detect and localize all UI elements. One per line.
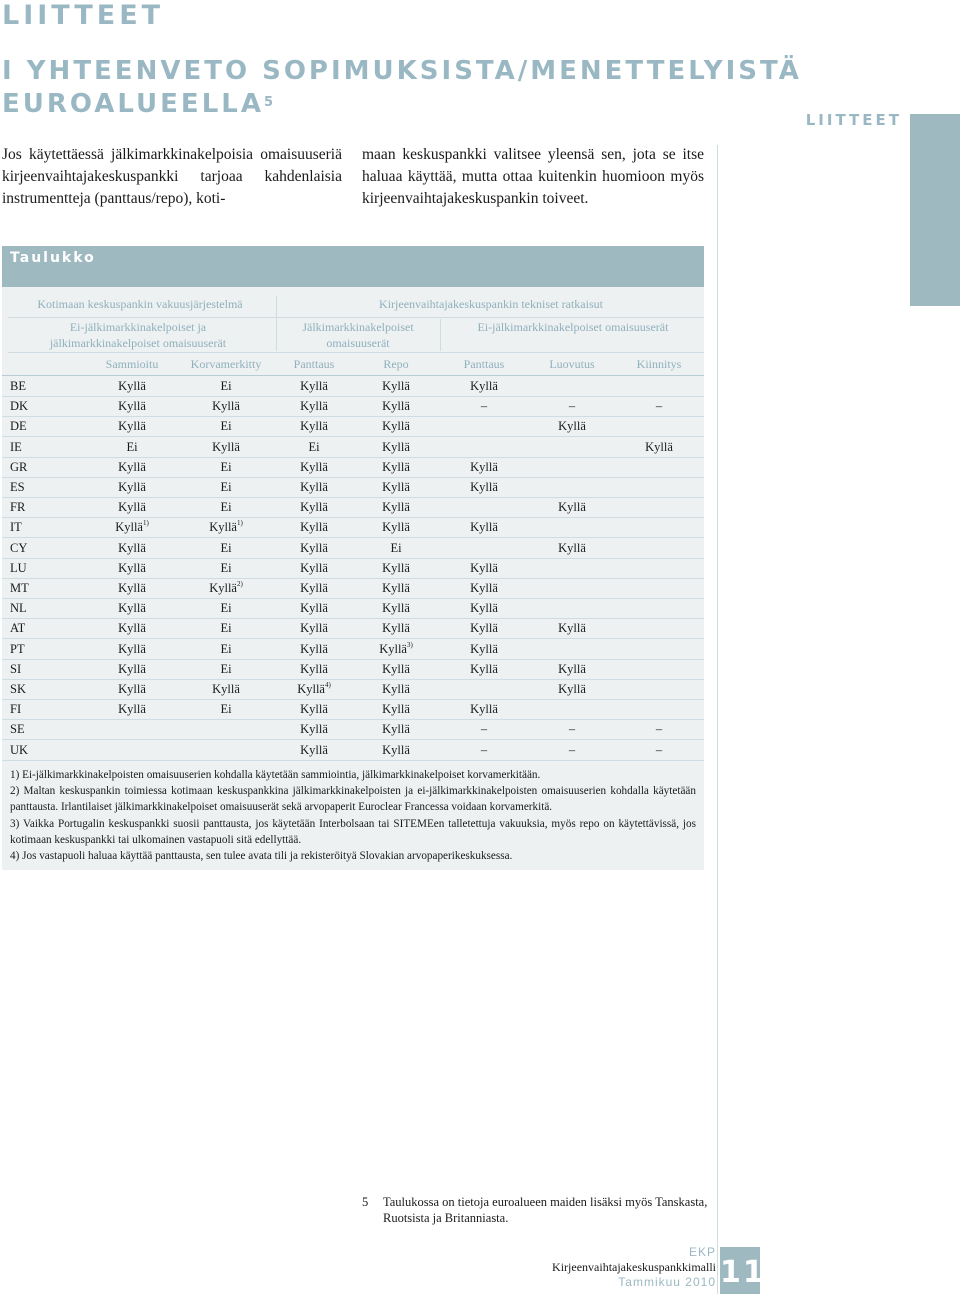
table-note: 4) Jos vastapuoli haluaa käyttää panttausta, sen tulee avata tili ja rekisteröityä Slovakian arvopaperikeskuksessa. [10,850,513,863]
table-cell [351,743,441,758]
column-divider [717,145,718,1294]
table-cell-value: Ei [220,480,232,494]
table-cell-value: Ei [220,661,232,676]
table-cell-value: Kyllä [470,621,498,636]
table-row [2,659,704,680]
table-cell-value: Kyllä [558,661,586,676]
table-cell [351,601,441,616]
table-cell-value: Kyllä [297,682,325,696]
table-sub-header-marketable: Jälkimarkkinakelpoiset omaisuuserät [302,320,414,350]
table-cell [439,399,529,414]
table-cell-value: Kyllä [382,379,410,393]
table-cell [181,520,271,535]
table-cell-value: Kyllä [382,439,410,454]
table-cell [439,460,529,475]
table-cell [181,399,271,414]
table-cell [87,601,177,616]
table-row [2,719,704,740]
table-cell-value: Kyllä [118,480,146,494]
table-cell-value: Kyllä [382,459,410,474]
table-column-header: Panttaus [463,357,505,371]
table-cell [181,561,271,576]
table-cell [439,722,529,737]
table-cell-value: Kyllä [300,399,328,414]
table-cell [181,500,271,515]
table-cell-value: Kyllä [118,560,146,575]
table-cell [439,621,529,636]
table-row [2,598,704,619]
table-cell [439,702,529,717]
table-cell [614,722,704,737]
table-cell-country: SK [10,682,26,696]
table-column-header: Korvamerkitty [190,357,262,371]
table-cell-value: Ei [220,379,232,393]
table-cell [87,621,177,636]
table-cell-country: UK [10,742,29,757]
table-cell-value: Ei [220,500,232,515]
table-cell-value: Kyllä [470,459,498,474]
table-cell-value: Kyllä [382,399,410,414]
table-group-header-correspondent: Kirjeenvaihtajakeskuspankin tekniset ratkaisut [379,297,603,311]
table-cell-country: DE [10,419,27,434]
table-row [2,578,704,599]
table-cell [87,581,177,596]
table-cell [439,581,529,596]
table-cell-value: Kyllä [470,601,498,616]
table-cell-value: Kyllä [470,661,498,676]
table-cell [614,399,704,414]
table-cell-value: Kyllä [558,500,586,515]
table-column-header: Repo [383,357,409,371]
table-divider [8,317,704,318]
table-cell [351,500,441,515]
table-note: 1) Ei-jälkimarkkinakelpoisten omaisuuserien kohdalla käytetään sammiointia, jälkimarkkinakelpoiset korvamerkitään. [10,769,541,781]
table-cell-value: Kyllä [382,500,410,515]
table-cell [439,601,529,616]
table-cell-value: Kyllä [118,601,146,616]
table-row [2,699,704,720]
table-row [2,396,704,417]
table-cell [269,642,359,657]
table-cell [181,480,271,495]
table-cell-value: Kyllä [645,439,673,454]
table-sub-header-non-marketable: Ei-jälkimarkkinakelpoiset omaisuuserät [477,320,669,334]
table-cell-country: BE [10,379,26,393]
table-cell [181,541,271,556]
table-cell [87,520,177,535]
table-cell [527,743,617,758]
table-row [2,538,704,559]
table-row [2,558,704,579]
table-cell-value: Kyllä [558,682,586,696]
table-cell [87,702,177,717]
table-cell-value: – [480,399,488,414]
intro-paragraph-col2: maan keskuspankki valitsee yleensä sen, jota se itse haluaa käyttää, mutta ottaa kuitenkin huomioon myös kirjeenvaihtajakeskuspankin toiveet. [362,146,704,207]
table-column-header: Luovutus [549,357,595,371]
table-cell [269,379,359,394]
table-cell-value: Kyllä [118,459,146,474]
table-cell [351,460,441,475]
table-cell-value: Kyllä [300,601,328,616]
table-cell-value: Kyllä [382,560,410,575]
table-cell-value: Ei [390,540,402,555]
table-cell [351,379,441,394]
table-row [2,618,704,639]
table-cell-value: Ei [220,560,232,575]
table-cell [87,480,177,495]
table-cell-value: Kyllä [118,419,146,434]
table-cell [87,460,177,475]
table-cell-note-ref: 1) [142,519,149,528]
table-cell-value: Kyllä [118,661,146,676]
table-cell [351,642,441,657]
table-cell [527,399,617,414]
table-cell [269,419,359,434]
table-row [2,639,704,660]
table-cell [181,662,271,677]
table-cell-value: Kyllä [212,439,240,454]
table-cell [269,541,359,556]
table-cell [269,581,359,596]
table-cell [269,702,359,717]
table-cell-value: Kyllä [300,560,328,575]
table-cell [439,743,529,758]
footer-date: Tammikuu 2010 [618,1275,716,1289]
table-cell [181,621,271,636]
table-cell-value: Kyllä [382,581,410,595]
table-cell-value: Kyllä [470,480,498,494]
table-cell-value: Ei [308,439,320,454]
table-cell-value: Kyllä [300,540,328,555]
table-cell [87,561,177,576]
table-cell [439,480,529,495]
table-row [2,376,704,397]
table-cell [351,541,441,556]
table-cell [269,399,359,414]
table-cell-value: Kyllä [470,581,498,595]
table-cell-country: NL [10,601,27,616]
table-cell-value: Ei [220,641,232,656]
table-cell [87,379,177,394]
table-cell-value: Kyllä [470,560,498,575]
table-cell-value: Ei [126,439,138,454]
table-cell-note-ref: 1) [236,519,243,528]
section-title-line2 [2,88,802,121]
table-group-header-domestic: Kotimaan keskuspankin vakuusjärjestelmä [37,297,243,311]
table-cell [87,440,177,455]
table-cell-value: Ei [220,601,232,616]
table-cell-value: Kyllä [470,702,498,717]
footer-publication: Kirjeenvaihtajakeskuspankkimalli [552,1260,716,1274]
table-cell [351,520,441,535]
footer-org: EKP [688,1245,716,1259]
table-cell [269,601,359,616]
table-cell-value: Kyllä [118,641,146,656]
table-divider [440,319,441,351]
table-cell-value: Kyllä [300,621,328,636]
table-cell-value: Kyllä [118,621,146,636]
table-cell [527,541,617,556]
table-cell [269,682,359,697]
table-cell-value: Kyllä [558,621,586,636]
table-cell-value: Kyllä [212,399,240,414]
table-cell [351,722,441,737]
table-cell-value: Kyllä [118,379,146,393]
table-cell-value: Kyllä [382,621,410,636]
table-cell-country: SE [10,722,25,737]
table-cell-value: Kyllä [300,742,328,757]
table-cell-value: Kyllä [382,682,410,696]
table-cell-value: Kyllä [470,379,498,393]
table-row [2,477,704,498]
table-cell-country: CY [10,540,28,555]
table-cell-value: Kyllä [470,641,498,656]
table-cell [351,621,441,636]
table-cell [527,662,617,677]
table-cell [269,722,359,737]
table-cell-country: FI [10,702,22,717]
table-cell-value: Kyllä [382,661,410,676]
table-divider [276,296,277,351]
table-cell-value: Kyllä [382,742,410,757]
table-cell [351,662,441,677]
table-cell-value: – [568,722,576,737]
table-cell-country: AT [10,621,26,636]
table-cell-value: Kyllä [382,419,410,434]
table-cell [527,500,617,515]
table-note: 2) Maltan keskuspankin toimiessa kotimaan keskuspankkina jälkimarkkinakelpoisten ja ei-jälkimarkkinakelpoisten omaisuuserien kohdalla käytetään panttausta. Irlantilaiset jälkimarkkinakelpoiset omaisuuserät sekä arvopaperit Euroclear Francessa voidaan korvamerkitä. [10,785,696,814]
table-cell [351,399,441,414]
table-column-header: Panttaus [293,357,335,371]
table-row [2,497,704,518]
table-cell-value: Ei [220,459,232,474]
table-cell [269,460,359,475]
table-row [2,416,704,437]
table-cell-value: Kyllä [118,702,146,717]
table-cell-value: – [655,399,663,414]
table-cell-value: Kyllä [209,581,237,595]
table-cell-value: Kyllä [300,661,328,676]
table-cell [269,621,359,636]
table-cell [269,480,359,495]
table-cell [439,561,529,576]
footnote-number: 5 [362,1195,369,1209]
table-cell [181,642,271,657]
table-cell-country: PT [10,641,25,656]
table-cell-country: IE [10,439,22,454]
table-cell-value: Kyllä [118,399,146,414]
table-cell-value: Ei [220,702,232,717]
table-cell-value: Kyllä [118,682,146,696]
table-cell-value: Kyllä [300,419,328,434]
table-cell [614,440,704,455]
page-number: 11 [720,1255,766,1290]
table-column-header: Kiinnitys [636,357,682,371]
side-header-label: LIITTEET [805,111,902,129]
table-cell-value: Kyllä [115,520,143,535]
page-header-label: LIITTEET [2,0,165,31]
table-cell-country: GR [10,459,28,474]
table-cell-value: Kyllä [300,641,328,656]
table-cell-value: Kyllä [382,702,410,717]
table-cell-note-ref: 4) [324,681,331,689]
table-cell [269,500,359,515]
table-cell [527,722,617,737]
footnote-text: Taulukossa on tietoja euroalueen maiden lisäksi myös Tanskasta, Ruotsista ja Britanniasta. [383,1195,708,1225]
table-cell-value: Kyllä [118,581,146,595]
table-column-header: Sammioitu [105,357,159,371]
table-cell [269,520,359,535]
table-cell [351,682,441,697]
table-cell [351,702,441,717]
table-cell-value: Kyllä [212,682,240,696]
table-cell-value: Kyllä [300,379,328,393]
table-cell-country: DK [10,399,29,414]
table-cell-country: MT [10,581,29,595]
table-cell [181,581,271,596]
table-row [2,740,704,761]
table-cell-value: Kyllä [118,500,146,515]
table-cell-country: SI [10,661,22,676]
table-title: Taulukko [2,246,704,287]
table-cell [351,581,441,596]
table-cell-value: – [480,722,488,737]
table-cell [439,642,529,657]
table-cell-value: Kyllä [300,480,328,494]
table-cell-value: – [568,399,576,414]
table-cell-value: Kyllä [300,520,328,535]
table-cell [351,419,441,434]
section-title-footnote-ref: 5 [263,95,276,110]
table-cell-value: Kyllä [379,641,407,656]
table-cell [181,460,271,475]
table-cell [527,621,617,636]
table-cell [181,419,271,434]
table-note: 3) Vaikka Portugalin keskuspankki suosii panttausta, jos käytetään Interbolsaan tai SITEMEen talletettuja vakuuksia, myös repo on käytettävissä, jos kotimaan keskuspankki tai ulkomainen vastapuoli sitä edellyttää. [10,817,696,846]
table-cell [87,642,177,657]
table-cell-note-ref: 2) [236,580,243,588]
table-cell [351,440,441,455]
table-row [2,517,704,538]
table-row [2,437,704,458]
table-cell [181,682,271,697]
table-row [2,457,704,478]
table-cell-note-ref: 3) [406,640,413,649]
table-cell [527,682,617,697]
table-cell [87,419,177,434]
table-row [2,679,704,700]
table-cell-value: – [655,742,663,757]
table-cell-country: ES [10,480,25,494]
table-cell [269,662,359,677]
table-cell-value: Kyllä [300,500,328,515]
table-cell [269,561,359,576]
page-footer [552,1245,716,1290]
table-cell [87,500,177,515]
table-cell [181,702,271,717]
section-title-line1: I YHTEENVETO SOPIMUKSISTA/MENETTELYISTÄ [2,56,802,86]
table-sub-header-domestic: Ei-jälkimarkkinakelpoiset ja jälkimarkkinakelpoiset omaisuuserät [49,320,227,350]
table-cell-country: FR [10,500,26,515]
table-cell-value: Kyllä [300,702,328,717]
table-cell-value: Kyllä [382,480,410,494]
intro-paragraph-col1: Jos käytettäessä jälkimarkkinakelpoisia omaisuuseriä kirjeenvaihtajakeskuspankki tarjoaa kahdenlaisia instrumentteja (panttaus/repo), koti- [2,146,342,207]
table-cell-value: Kyllä [382,722,410,737]
table-cell [87,682,177,697]
table-cell-value: Kyllä [300,581,328,595]
table-cell-value: Kyllä [300,459,328,474]
table-cell [439,520,529,535]
table-cell [351,480,441,495]
table-cell [527,419,617,434]
table-cell [614,743,704,758]
table-divider [8,352,704,353]
table-cell-value: Ei [220,621,232,636]
table-cell-value: Kyllä [382,601,410,616]
table-cell-country: LU [10,560,27,575]
table-cell-value: Kyllä [382,520,410,535]
table-cell-value: – [655,722,663,737]
table-cell [269,440,359,455]
table-cell-value: Kyllä [209,520,237,535]
table-cell [439,662,529,677]
table-cell [87,399,177,414]
table-cell-value: Kyllä [558,419,586,434]
table-cell [439,379,529,394]
table-cell [181,601,271,616]
table-cell-value: Kyllä [470,520,498,535]
table-cell-value: Kyllä [558,540,586,555]
table-cell [181,379,271,394]
table-cell [87,662,177,677]
data-table [2,246,704,870]
table-cell-value: Kyllä [118,540,146,555]
table-cell-value: Ei [220,419,232,434]
table-cell-country: IT [10,520,22,535]
table-notes [10,767,696,864]
table-cell [351,561,441,576]
section-title-text: EUROALUEELLA [2,89,264,119]
section-title [2,55,802,121]
table-cell [269,743,359,758]
table-cell-value: Kyllä [300,722,328,737]
side-tab-marker [910,114,960,306]
table-cell-value: – [568,742,576,757]
table-cell-value: Ei [220,540,232,555]
table-cell [181,440,271,455]
table-cell-value: – [480,742,488,757]
table-cell [87,541,177,556]
